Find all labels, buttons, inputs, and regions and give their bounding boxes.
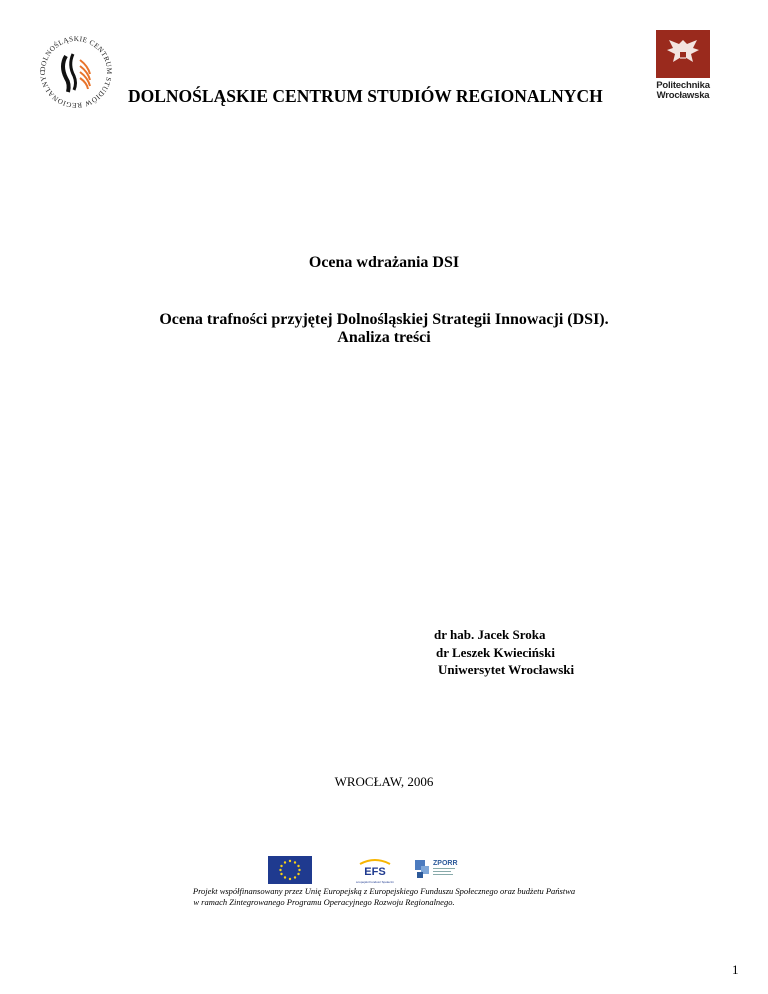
- funding-note-line-1: Projekt współfinansowany przez Unię Europejską z Europejskiego Funduszu Społecznego oraz budżetu Państwa: [192, 886, 576, 896]
- politechnika-wroclawska-logo: [654, 30, 712, 110]
- dcsr-logo: [36, 32, 116, 112]
- logo-line-politechnika: Politechnika: [656, 80, 710, 91]
- dcsr-circular-logo-icon: [36, 32, 116, 112]
- funding-note-line-2: w ramach Zintegrowanego Programu Operacyjnego Rozwoju Regionalnego.: [193, 897, 455, 907]
- svg-text:DOLNOŚLĄSKIE CENTRUM STUDIÓW R: [36, 32, 113, 109]
- author-affiliation: Uniwersytet Wrocławski: [438, 662, 575, 677]
- efs-caption: Europejski Fundusz Społeczny: [356, 880, 394, 884]
- zporr-text: ZPORR: [433, 860, 458, 867]
- author-1: dr hab. Jacek Sroka: [434, 627, 546, 642]
- zporr-logo-icon: [413, 854, 477, 884]
- organization-title: DOLNOŚLĄSKIE CENTRUM STUDIÓW REGIONALNYCH: [128, 86, 603, 106]
- logo-ring-text: DOLNOŚLĄSKIE CENTRUM STUDIÓW REGIONALNYC: [38, 34, 114, 110]
- funding-note: [0, 886, 768, 908]
- page-number: 1: [732, 962, 739, 977]
- place-date: WROCŁAW, 2006: [334, 774, 434, 789]
- eu-flag-icon: [268, 856, 312, 884]
- efs-text: EFS: [364, 866, 386, 878]
- document-subtitle-line-1: Ocena trafności przyjętej Dolnośląskiej Strategii Innowacji (DSI).: [159, 311, 609, 328]
- author-2: dr Leszek Kwieciński: [436, 644, 555, 660]
- authors-block: [426, 626, 574, 679]
- logo-line-wroclawska: Wrocławska: [656, 90, 710, 101]
- document-title: Ocena wdrażania DSI: [308, 254, 460, 271]
- politechnika-eagle-logo-icon: [656, 30, 710, 78]
- document-subtitle-line-2: Analiza treści: [337, 329, 431, 346]
- efs-logo-icon: [356, 856, 394, 886]
